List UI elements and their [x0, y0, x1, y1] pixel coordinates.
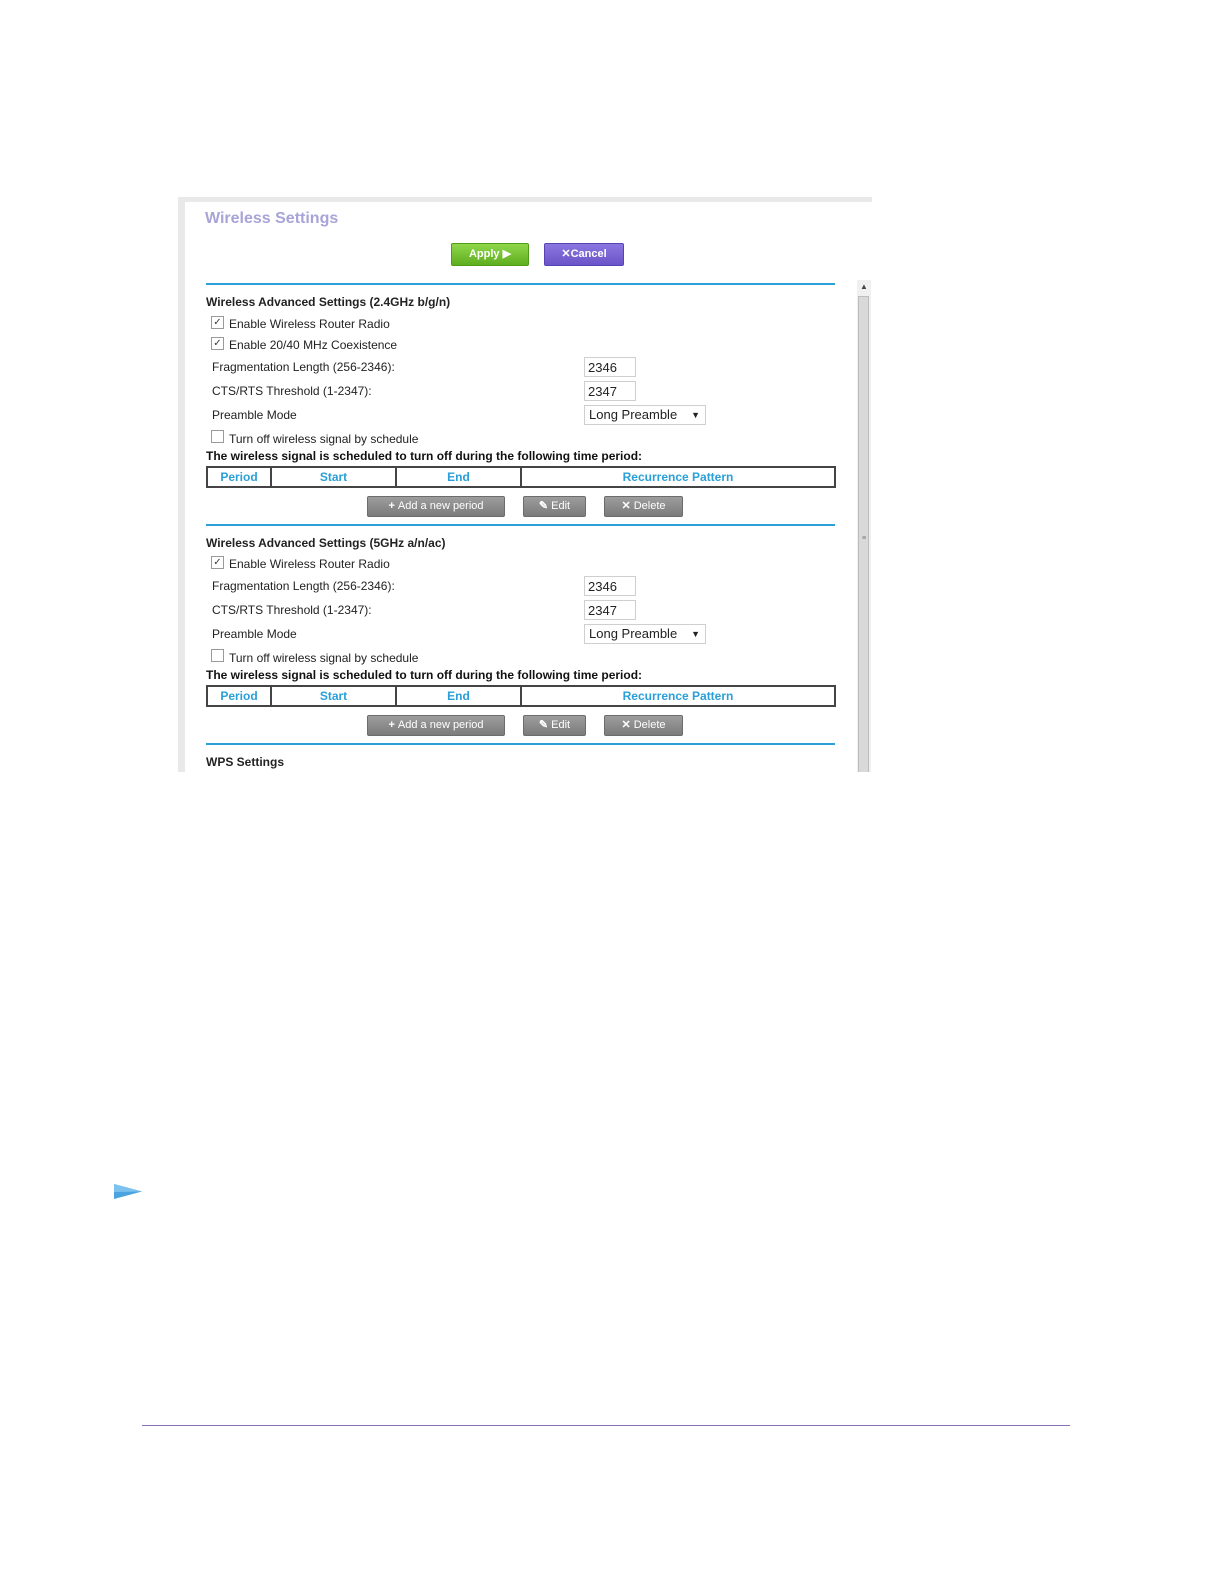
page-title: Wireless Settings	[205, 210, 339, 227]
frag-length-5-input[interactable]	[584, 576, 636, 596]
apply-button[interactable]: Apply ▶	[451, 243, 529, 266]
schedule-24-checkbox[interactable]	[211, 430, 224, 443]
column-header-end: End	[396, 467, 521, 487]
vertical-scrollbar[interactable]	[857, 280, 871, 772]
section-divider	[206, 524, 835, 526]
column-header-start: Start	[271, 467, 396, 487]
schedule-5-table	[206, 685, 836, 707]
column-header-period: Period	[207, 686, 271, 706]
chevron-down-icon: ▼	[691, 410, 700, 420]
column-header-period: Period	[207, 467, 271, 487]
column-header-start: Start	[271, 686, 396, 706]
add-period-24-button[interactable]	[367, 496, 505, 517]
add-period-label: Add a new period	[397, 500, 484, 512]
pencil-icon: ✎	[538, 719, 549, 731]
schedule-5-note: The wireless signal is scheduled to turn off during the following time period:	[206, 668, 643, 682]
cts-threshold-24-input[interactable]	[584, 381, 636, 401]
table-header-row	[207, 467, 835, 487]
close-icon: ✕	[621, 500, 631, 512]
wireless-settings-panel	[178, 197, 872, 772]
preamble-24-select[interactable]	[584, 405, 706, 425]
section-title-5ghz: Wireless Advanced Settings (5GHz a/n/ac)	[206, 536, 446, 550]
edit-period-5-button[interactable]	[523, 715, 586, 736]
delete-period-24-button[interactable]	[604, 496, 683, 517]
delete-label: Delete	[633, 719, 666, 731]
enable-radio-5-checkbox[interactable]: ✓	[211, 556, 224, 569]
edit-period-24-button[interactable]	[523, 496, 586, 517]
schedule-24-table	[206, 466, 836, 488]
edit-label: Edit	[551, 719, 571, 731]
frag-length-24-label: Fragmentation Length (256-2346):	[212, 360, 395, 374]
section-divider	[206, 283, 835, 285]
grip-icon: ≡	[862, 535, 867, 542]
cts-threshold-5-input[interactable]	[584, 600, 636, 620]
delete-period-5-button[interactable]	[604, 715, 683, 736]
schedule-5-label: Turn off wireless signal by schedule	[229, 651, 419, 665]
section-divider	[206, 743, 835, 745]
frag-length-5-label: Fragmentation Length (256-2346):	[212, 579, 395, 593]
preamble-24-label: Preamble Mode	[212, 408, 297, 422]
preamble-5-select[interactable]	[584, 624, 706, 644]
cancel-button[interactable]	[544, 243, 624, 266]
column-header-end: End	[396, 686, 521, 706]
enable-radio-24-label: Enable Wireless Router Radio	[229, 317, 390, 331]
chevron-down-icon: ▼	[691, 629, 700, 639]
close-icon: ✕	[621, 719, 631, 731]
preamble-5-label: Preamble Mode	[212, 627, 297, 641]
schedule-24-note: The wireless signal is scheduled to turn off during the following time period:	[206, 449, 643, 463]
edit-label: Edit	[551, 500, 571, 512]
section-title-wps: WPS Settings	[206, 755, 285, 769]
close-icon: ✕	[561, 248, 571, 260]
cancel-label: Cancel	[570, 248, 607, 260]
delete-label: Delete	[633, 500, 666, 512]
preamble-24-value: Long Preamble	[589, 407, 678, 422]
column-header-recurrence: Recurrence Pattern	[521, 686, 835, 706]
section-title-24ghz: Wireless Advanced Settings (2.4GHz b/g/n)	[206, 295, 451, 309]
note-arrow-icon	[114, 1184, 142, 1199]
scroll-up-arrow-icon[interactable]: ▲	[860, 282, 868, 291]
column-header-recurrence: Recurrence Pattern	[521, 467, 835, 487]
add-period-5-button[interactable]	[367, 715, 505, 736]
coexistence-checkbox[interactable]: ✓	[211, 337, 224, 350]
schedule-5-checkbox[interactable]	[211, 649, 224, 662]
plus-icon: +	[388, 500, 395, 512]
plus-icon: +	[388, 719, 395, 731]
cts-threshold-24-label: CTS/RTS Threshold (1-2347):	[212, 384, 372, 398]
enable-radio-24-checkbox[interactable]: ✓	[211, 316, 224, 329]
scrollbar-thumb[interactable]	[858, 296, 869, 772]
coexistence-label: Enable 20/40 MHz Coexistence	[229, 338, 398, 352]
enable-radio-5-label: Enable Wireless Router Radio	[229, 557, 390, 571]
table-header-row	[207, 686, 835, 706]
cts-threshold-5-label: CTS/RTS Threshold (1-2347):	[212, 603, 372, 617]
pencil-icon: ✎	[538, 500, 549, 512]
schedule-24-label: Turn off wireless signal by schedule	[229, 432, 419, 446]
footer-divider	[142, 1425, 1070, 1426]
frag-length-24-input[interactable]	[584, 357, 636, 377]
add-period-label: Add a new period	[397, 719, 484, 731]
preamble-5-value: Long Preamble	[589, 626, 678, 641]
